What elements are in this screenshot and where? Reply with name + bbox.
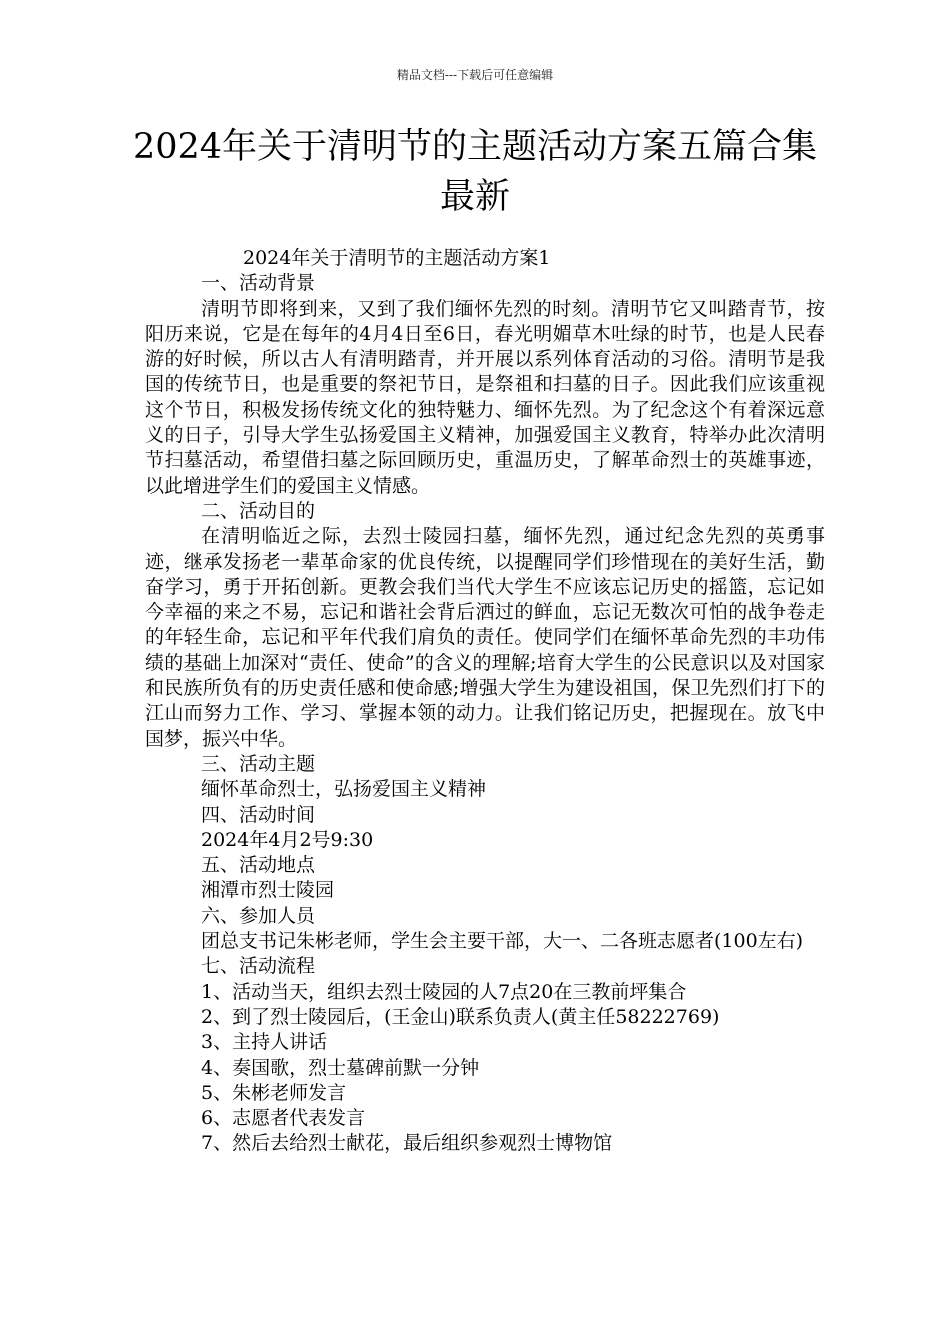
process-step: 7、然后去给烈士献花，最后组织参观烈士博物馆 bbox=[201, 1132, 613, 1155]
paragraph-theme: 缅怀革命烈士，弘扬爱国主义精神 bbox=[201, 778, 487, 801]
process-step: 6、志愿者代表发言 bbox=[201, 1107, 366, 1130]
section-heading-background: 一、活动背景 bbox=[201, 272, 316, 295]
process-step: 2、到了烈士陵园后，(王金山)联系负责人(黄主任58222769) bbox=[201, 1005, 720, 1028]
paragraph-time: 2024年4月2号9:30 bbox=[201, 828, 374, 851]
section-heading-process: 七、活动流程 bbox=[201, 955, 316, 978]
paragraph-purpose: 在清明临近之际，去烈士陵园扫墓，缅怀先烈，通过纪念先烈的英勇事迹，继承发扬老一辈革命家的优良传统，以提醒同学们珍惜现在的美好生活，勤奋学习，勇于开拓创新。更教会我们当代大学生不应该忘记历史的摇篮，忘记如今幸福的来之不易，忘记和谐社会背后洒过的鲜血，忘记无数次可怕的战争卷走的年轻生命，忘记和平年代我们肩负的责任。使同学们在缅怀革命先烈的丰功伟绩的基础上加深对“责任、使命”的含义的理解;培育大学生的公民意识以及对国家和民族所负有的历史责任感和使命感;增强大学生为建设祖国，保卫先烈们打下的江山而努力工作、学习、掌握本领的动力。让我们铭记历史，把握现在。放飞中国梦，振兴中华。 bbox=[145, 525, 825, 750]
section-heading-location: 五、活动地点 bbox=[201, 854, 316, 877]
document-title: 2024年关于清明节的主题活动方案五篇合集最新 bbox=[132, 127, 818, 217]
section-heading-purpose: 二、活动目的 bbox=[201, 499, 316, 522]
process-step: 1、活动当天，组织去烈士陵园的人7点20在三教前坪集合 bbox=[201, 980, 687, 1003]
process-step: 3、主持人讲话 bbox=[201, 1031, 328, 1054]
paragraph-location: 湘潭市烈士陵园 bbox=[201, 879, 335, 902]
section-heading-time: 四、活动时间 bbox=[201, 803, 316, 826]
process-step: 4、奏国歌，烈士墓碑前默一分钟 bbox=[201, 1056, 480, 1079]
paragraph-background: 清明节即将到来，又到了我们缅怀先烈的时刻。清明节它又叫踏青节，按阳历来说，它是在每年的4月4日至6日，春光明媚草木吐绿的时节，也是人民春游的好时候，所以古人有清明踏青，并开展以系列体育活动的习俗。清明节是我国的传统节日，也是重要的祭祀节日，是祭祖和扫墓的日子。因此我们应该重视这个节日，积极发扬传统文化的独特魅力、缅怀先烈。为了纪念这个有着深远意义的日子，引导大学生弘扬爱国主义精神，加强爱国主义教育，特举办此次清明节扫墓活动，希望借扫墓之际回顾历史，重温历史，了解革命烈士的英雄事迹，以此增进学生们的爱国主义情感。 bbox=[145, 297, 825, 497]
section-heading-theme: 三、活动主题 bbox=[201, 752, 316, 775]
section-heading-participants: 六、参加人员 bbox=[201, 904, 316, 927]
process-step: 5、朱彬老师发言 bbox=[201, 1081, 347, 1104]
paragraph-participants: 团总支书记朱彬老师，学生会主要干部，大一、二各班志愿者(100左右) bbox=[201, 930, 804, 953]
document-body bbox=[145, 246, 825, 1157]
header-note: 精品文档---下载后可任意编辑 bbox=[396, 68, 554, 82]
plan-subtitle: 2024年关于清明节的主题活动方案1 bbox=[243, 247, 551, 269]
